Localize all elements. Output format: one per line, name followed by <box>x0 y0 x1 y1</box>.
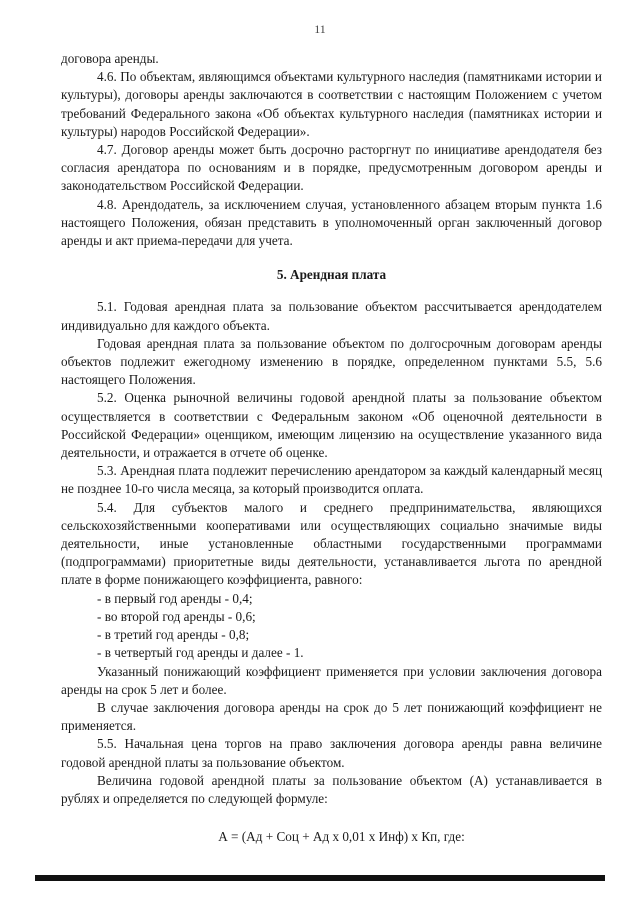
paragraph: Величина годовой арендной платы за пользование объектом (А) устанавливается в рублях и определяется по следующей формуле: <box>61 772 602 806</box>
paragraph: 5.2. Оценка рыночной величины годовой арендной платы за пользование объектом осуществляется в соответствии с Федеральным законом «Об оценочной деятельности в Российской Федерации» оценщиком, имеющим лицензию на осуществление указанного вида деятельности, и отражается в отчете об оценке. <box>61 390 602 461</box>
paragraph: 5.5. Начальная цена торгов на право заключения договора аренды равна величине годовой арендной платы за пользование объектом. <box>61 736 602 770</box>
paragraph: Указанный понижающий коэффициент применяется при условии заключения договора аренды на срок 5 лет и более. <box>61 663 602 697</box>
paragraph: 4.7. Договор аренды может быть досрочно расторгнут по инициативе арендодателя без согласия арендатора по основаниям и в порядке, предусмотренным договором аренды и законодательством Российской Федерации. <box>61 142 602 194</box>
section-heading: 5. Арендная плата <box>276 267 387 283</box>
page-number: 11 <box>314 22 326 36</box>
list-item: - в третий год аренды - 0,8; <box>97 627 250 643</box>
paragraph: В случае заключения договора аренды на срок до 5 лет понижающий коэффициент не применяется. <box>61 699 602 734</box>
paragraph: договора аренды. <box>61 51 159 66</box>
paragraph: 5.3. Арендная плата подлежит перечислению арендатором за каждый календарный месяц не позднее 10-го числа месяца, за который производится оплата. <box>61 463 602 497</box>
bottom-border <box>35 875 605 881</box>
formula: А = (Ад + Соц + Ад х 0,01 х Инф) х Кп, где: <box>218 829 465 845</box>
list-item: - в четвертый год аренды и далее - 1. <box>97 645 304 661</box>
document-body <box>61 50 602 846</box>
list-item: - во второй год аренды - 0,6; <box>97 608 256 624</box>
paragraph: Годовая арендная плата за пользование объектом по долгосрочным договорам аренды объектов подлежит ежегодному изменению в порядке, определенном пунктами 5.5, 5.6 настоящего Положения. <box>61 335 602 388</box>
paragraph: 4.8. Арендодатель, за исключением случая, установленного абзацем вторым пункта 1.6 настоящего Положения, обязан представить в уполномоченный орган заключенный договор аренды и акт приема-передачи для учета. <box>61 196 602 249</box>
list-item: - в первый год аренды - 0,4; <box>97 590 253 606</box>
paragraph: 4.6. По объектам, являющимся объектами культурного наследия (памятниками истории и культуры), договоры аренды заключаются в соответствии с настоящим Положением с учетом требований Федерального закона «Об объектах культурного наследия (памятниках истории и культуры) народов Российской Федерации». <box>61 69 602 139</box>
paragraph: 5.4. Для субъектов малого и среднего предпринимательства, являющихся сельскохозяйственными кооперативами или осуществляющих социально значимые виды деятельности, иные установленные областными государственными программами (подпрограммами) приоритетные виды деятельности, устанавливается льгота по арендной плате в форме понижающего коэффициента, равного: <box>61 499 602 588</box>
paragraph: 5.1. Годовая арендная плата за пользование объектом рассчитывается арендодателем индивидуально для каждого объекта. <box>61 299 602 333</box>
